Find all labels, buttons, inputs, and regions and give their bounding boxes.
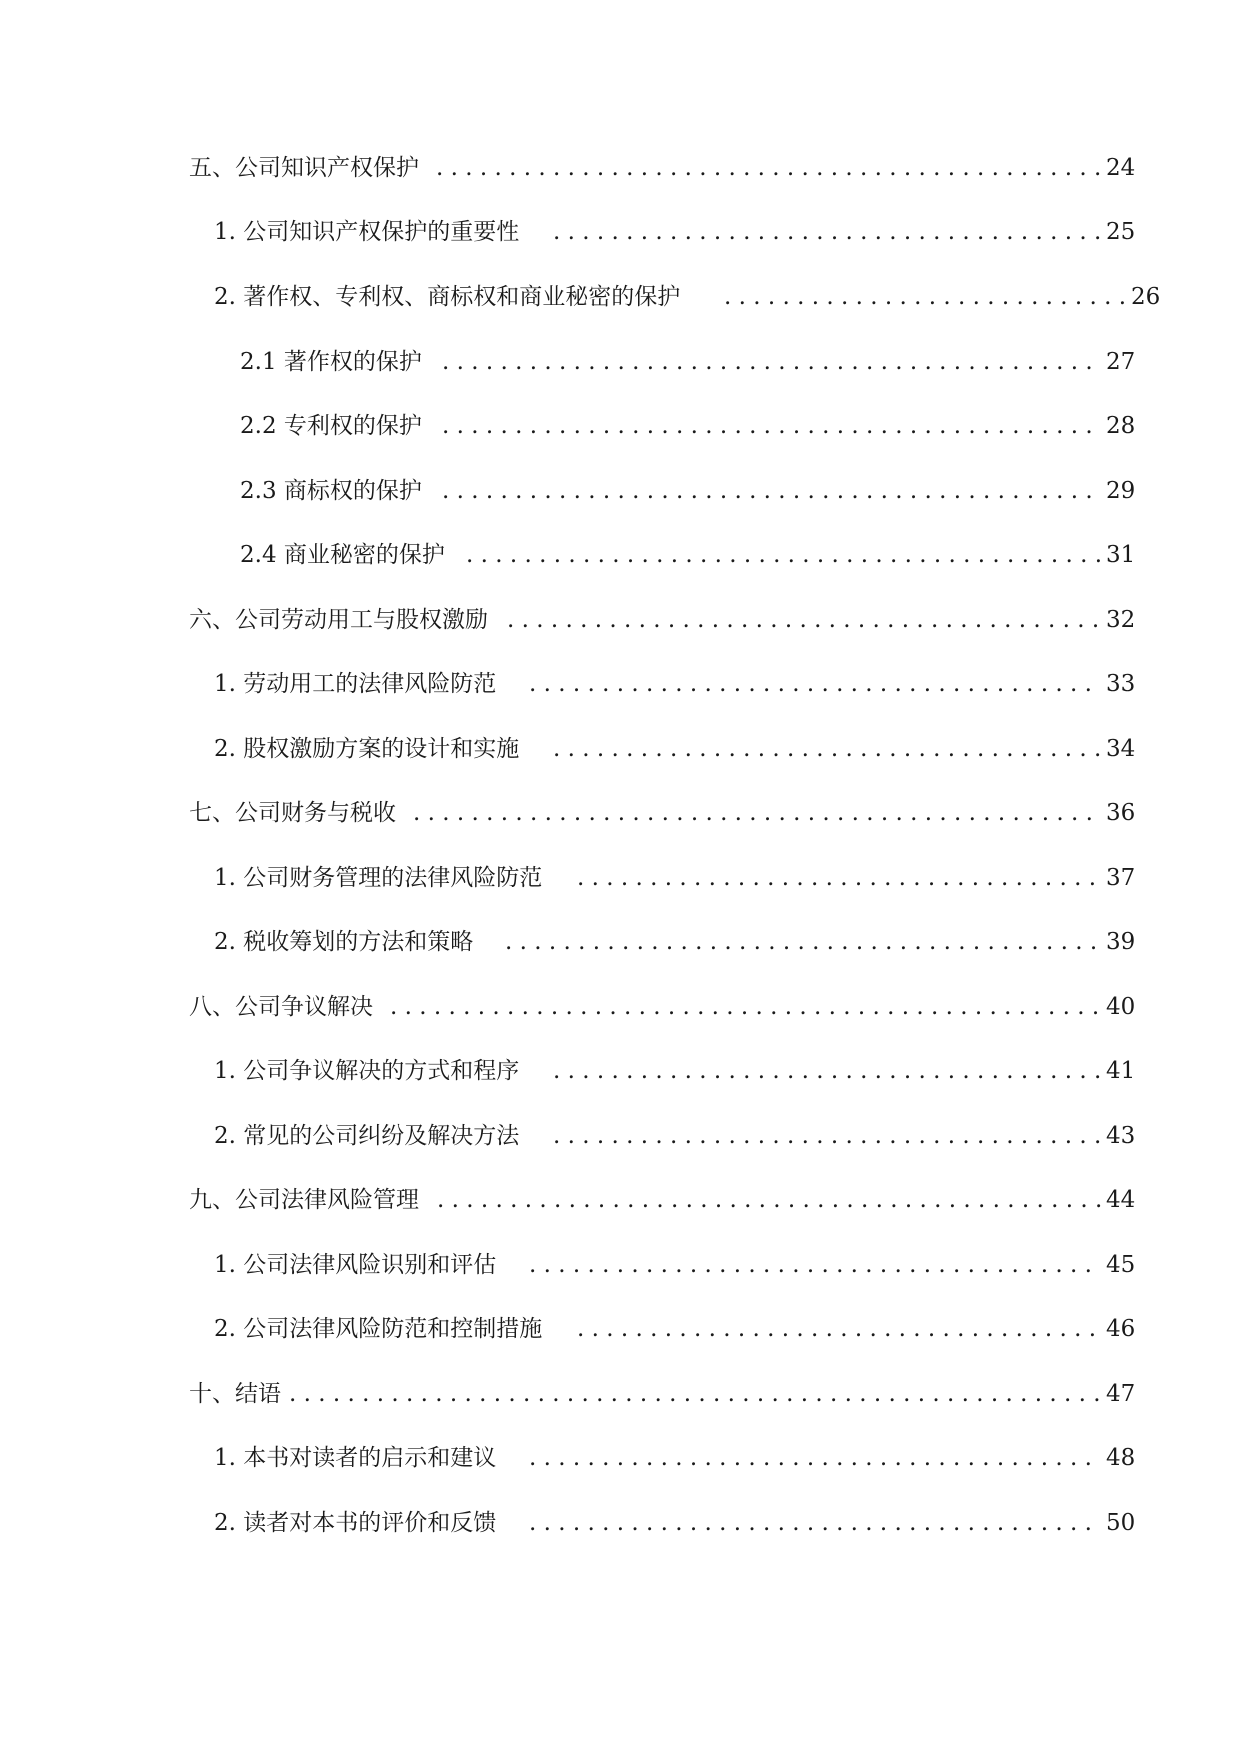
- toc-entry-label: 六、公司劳动用工与股权激励: [189, 607, 488, 633]
- toc-leader-dots: . . . . . . . . . . . . . . . . . . . . . . . . . . . . . . . . . . . . . . . . . . . . . . . . . . . . . . . .: [289, 1381, 1101, 1407]
- toc-entry-page: 25: [1106, 219, 1136, 245]
- toc-entry-label: 2. 常见的公司纠纷及解决方法: [214, 1123, 520, 1149]
- toc-entry-label: 1. 公司法律风险识别和评估: [214, 1252, 497, 1278]
- toc-leader-dots: . . . . . . . . . . . . . . . . . . . . . . . . . . . . . . . . . . . . . . . . .: [505, 929, 1098, 955]
- toc-entry-label: 1. 公司财务管理的法律风险防范: [214, 865, 543, 891]
- toc-leader-dots: . . . . . . . . . . . . . . . . . . . . . . . . . . . . . . . . . . . . . . .: [529, 1252, 1092, 1278]
- toc-entry-page: 29: [1106, 478, 1136, 504]
- toc-entry-page: 43: [1106, 1123, 1136, 1149]
- toc-leader-dots: . . . . . . . . . . . . . . . . . . . . . . . . . . . . . . . . . . . .: [577, 865, 1097, 891]
- toc-entry-page: 28: [1106, 413, 1136, 439]
- toc-entry-page: 32: [1106, 607, 1136, 633]
- toc-entry-page: 50: [1106, 1510, 1136, 1536]
- toc-leader-dots: . . . . . . . . . . . . . . . . . . . . . . . . . . . . . . . . . . . . . .: [553, 1123, 1102, 1149]
- toc-entry-page: 24: [1106, 155, 1136, 181]
- toc-entry-page: 36: [1106, 800, 1136, 826]
- toc-entry-label: 七、公司财务与税收: [189, 800, 396, 826]
- toc-leader-dots: . . . . . . . . . . . . . . . . . . . . . . . . . . . . . . . . . . . . . . .: [529, 671, 1092, 697]
- toc-leader-dots: . . . . . . . . . . . . . . . . . . . . . . . . . . . .: [724, 284, 1127, 310]
- toc-entry-label: 2.4 商业秘密的保护: [240, 542, 445, 568]
- toc-entry-label: 1. 公司争议解决的方式和程序: [214, 1058, 520, 1084]
- toc-entry-page: 44: [1106, 1187, 1136, 1213]
- toc-leader-dots: . . . . . . . . . . . . . . . . . . . . . . . . . . . . . . . . . . . . . . . . . . . . .: [442, 478, 1093, 504]
- toc-leader-dots: . . . . . . . . . . . . . . . . . . . . . . . . . . . . . . . . . . . . . . . . . . . . . . .: [413, 800, 1093, 826]
- toc-entry-label: 2.2 专利权的保护: [240, 413, 422, 439]
- toc-leader-dots: . . . . . . . . . . . . . . . . . . . . . . . . . . . . . . . . . . . . . . . . . . . . . .: [436, 155, 1102, 181]
- toc-entry-label: 九、公司法律风险管理: [189, 1187, 419, 1213]
- toc-entry-label: 2. 著作权、专利权、商标权和商业秘密的保护: [214, 284, 681, 310]
- toc-entry-page: 45: [1106, 1252, 1136, 1278]
- toc-entry-page: 37: [1106, 865, 1136, 891]
- toc-entry-page: 31: [1106, 542, 1136, 568]
- toc-entry-label: 1. 劳动用工的法律风险防范: [214, 671, 497, 697]
- toc-entry-page: 46: [1106, 1316, 1136, 1342]
- toc-leader-dots: . . . . . . . . . . . . . . . . . . . . . . . . . . . . . . . . . . . . . . . . . . . . .: [442, 413, 1093, 439]
- toc-leader-dots: . . . . . . . . . . . . . . . . . . . . . . . . . . . . . . . . . . . . . .: [553, 736, 1102, 762]
- toc-leader-dots: . . . . . . . . . . . . . . . . . . . . . . . . . . . . . . . . . . . .: [577, 1316, 1097, 1342]
- toc-entry-page: 41: [1106, 1058, 1136, 1084]
- toc-leader-dots: . . . . . . . . . . . . . . . . . . . . . . . . . . . . . . . . . . . . . . . . . . . .: [466, 542, 1103, 568]
- toc-entry-label: 1. 本书对读者的启示和建议: [214, 1445, 497, 1471]
- toc-entry-page: 34: [1106, 736, 1136, 762]
- toc-entry-label: 2.1 著作权的保护: [240, 349, 422, 375]
- toc-leader-dots: . . . . . . . . . . . . . . . . . . . . . . . . . . . . . . . . . . . . . . . . . . . . . . . . .: [390, 994, 1100, 1020]
- toc-leader-dots: . . . . . . . . . . . . . . . . . . . . . . . . . . . . . . . . . . . . . . . . .: [507, 607, 1100, 633]
- toc-entry-label: 十、结语: [189, 1381, 281, 1407]
- toc-entry-label: 1. 公司知识产权保护的重要性: [214, 219, 520, 245]
- toc-entry-label: 五、公司知识产权保护: [189, 155, 419, 181]
- toc-entry-page: 26: [1131, 284, 1161, 310]
- toc-leader-dots: . . . . . . . . . . . . . . . . . . . . . . . . . . . . . . . . . . . . . . . . . . . . .: [442, 349, 1093, 375]
- toc-leader-dots: . . . . . . . . . . . . . . . . . . . . . . . . . . . . . . . . . . . . . . . . . . . . . .: [437, 1187, 1103, 1213]
- toc-leader-dots: . . . . . . . . . . . . . . . . . . . . . . . . . . . . . . . . . . . . . .: [553, 1058, 1102, 1084]
- toc-entry-label: 2. 税收筹划的方法和策略: [214, 929, 474, 955]
- toc-entry-label: 2. 读者对本书的评价和反馈: [214, 1510, 497, 1536]
- toc-entry-page: 47: [1106, 1381, 1136, 1407]
- toc-entry-label: 2. 公司法律风险防范和控制措施: [214, 1316, 543, 1342]
- toc-entry-page: 40: [1106, 994, 1136, 1020]
- toc-leader-dots: . . . . . . . . . . . . . . . . . . . . . . . . . . . . . . . . . . . . . . .: [529, 1445, 1092, 1471]
- toc-entry-page: 27: [1106, 349, 1136, 375]
- toc-leader-dots: . . . . . . . . . . . . . . . . . . . . . . . . . . . . . . . . . . . . . . .: [529, 1510, 1092, 1536]
- toc-entry-page: 48: [1106, 1445, 1136, 1471]
- toc-entry-page: 33: [1106, 671, 1136, 697]
- toc-entry-label: 2. 股权激励方案的设计和实施: [214, 736, 520, 762]
- toc-entry-label: 八、公司争议解决: [189, 994, 373, 1020]
- toc-leader-dots: . . . . . . . . . . . . . . . . . . . . . . . . . . . . . . . . . . . . . .: [553, 219, 1102, 245]
- toc-entry-page: 39: [1106, 929, 1136, 955]
- toc-entry-label: 2.3 商标权的保护: [240, 478, 422, 504]
